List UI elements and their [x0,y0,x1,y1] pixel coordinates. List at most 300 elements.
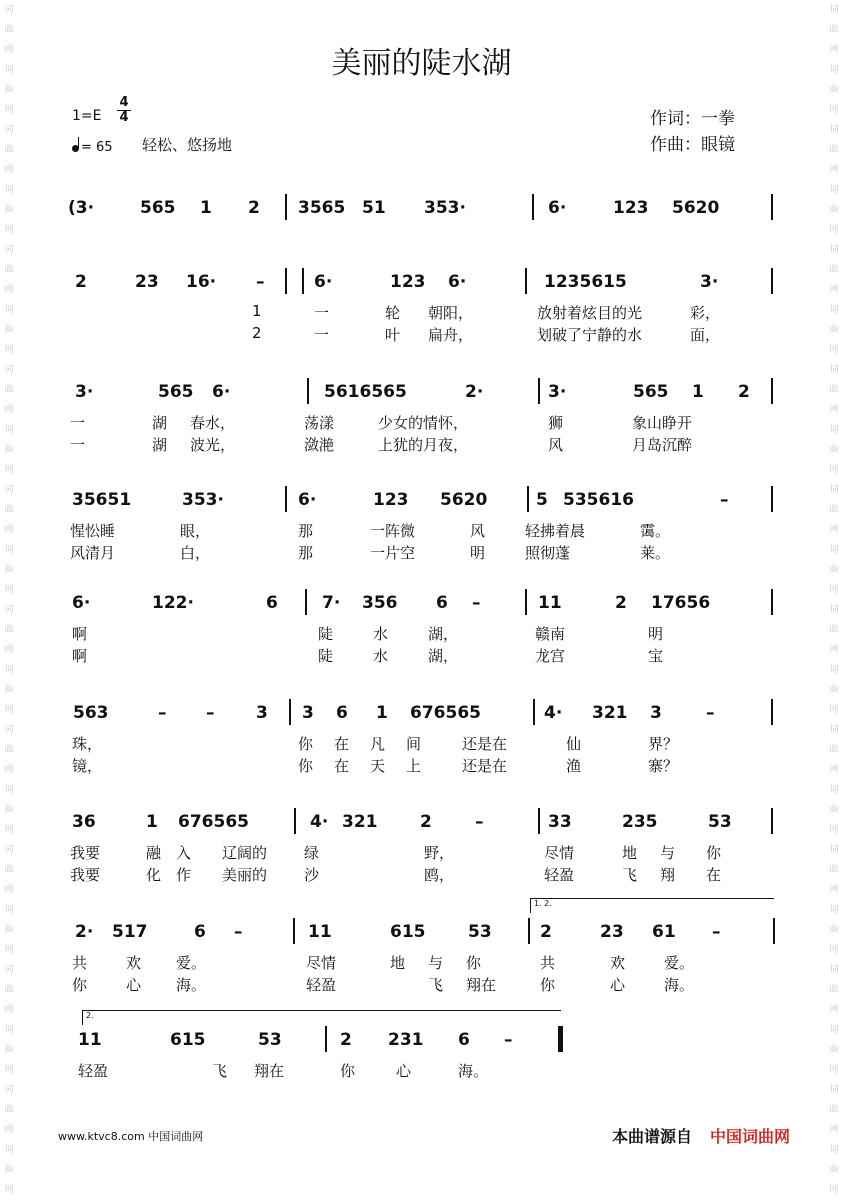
watermark-char: 网 [4,945,14,955]
lyric-verse-1: 欢 [610,954,626,972]
lyric-verse-2: 翔 [660,866,676,884]
lyric-verse-2: 在 [334,757,350,775]
bar-line [771,486,773,512]
watermark-char: 曲 [829,865,839,875]
watermark-char: 曲 [4,685,14,695]
lyric-verse-2: 水 [373,647,389,665]
watermark-char: 网 [4,1185,14,1195]
lyric-verse-2: 白， [180,544,211,562]
lyric-verse-2: 我要 [70,866,101,884]
lyric-verse-2: 潋滟 [304,436,335,454]
watermark-char: 词 [4,905,14,915]
note-group: 3· [548,382,567,402]
watermark-char: 词 [829,605,839,615]
lyric-verse-2: 沙 [304,866,320,884]
watermark-char: 词 [4,1025,14,1035]
lyric-verse-1: 湖， [428,625,459,643]
note-group: 6 [194,922,206,942]
lyric-verse-1: 你 [706,844,722,862]
lyric-verse-2: 上犹的月夜， [378,436,469,454]
note-group: 3 [256,703,268,723]
note-group: 1 [146,812,158,832]
note-group: 35651 [72,490,132,510]
watermark-char: 网 [829,645,839,655]
watermark-char: 网 [829,345,839,355]
note-group: – [158,703,167,723]
lyric-verse-2: 化 [146,866,162,884]
watermark-char: 词 [4,125,14,135]
watermark-char: 词 [4,425,14,435]
watermark-char: 词 [829,65,839,75]
note-group: 122· [152,593,194,613]
lyric-verse-1: 一 [314,304,330,322]
lyric-verse-1: 地 [622,844,638,862]
watermark-char: 网 [829,45,839,55]
watermark-char: 网 [829,825,839,835]
tempo-value: = 65 [81,140,113,155]
lyric-verse-1: 一阵微 [370,522,416,540]
note-group: 676565 [410,703,481,723]
watermark-char: 词 [829,665,839,675]
bar-line [325,1026,327,1052]
note-group: 53 [468,922,492,942]
watermark-char: 网 [4,405,14,415]
lyric-verse-1: 与 [660,844,676,862]
lyric-verse-2: 那 [298,544,314,562]
bar-line [528,918,530,944]
lyric-verse-2: 海。 [176,976,207,994]
lyric-verse-1: 惺忪睡 [70,522,116,540]
note-group: 563 [73,703,109,723]
note-group: 3565 [298,198,346,218]
watermark-char: 曲 [829,745,839,755]
note-group: 1 [200,198,212,218]
watermark-char: 曲 [829,145,839,155]
lyric-verse-1: 海。 [458,1062,489,1080]
composer: 作曲：眼镜 [650,135,735,155]
note-group: 615 [170,1030,206,1050]
note-group: 53 [258,1030,282,1050]
note-group: 3· [700,272,719,292]
note-group: 123 [613,198,649,218]
lyric-verse-1: 彩， [690,304,721,322]
note-group: 4· [310,812,329,832]
lyric-verse-2: 2 [252,324,262,342]
watermark-char: 曲 [829,265,839,275]
watermark-char: 词 [829,905,839,915]
watermark-char: 曲 [829,1105,839,1115]
watermark-char: 曲 [829,805,839,815]
watermark-char: 曲 [4,925,14,935]
lyric-verse-1: 野， [424,844,455,862]
watermark-char: 曲 [4,985,14,995]
note-group: 2 [738,382,750,402]
note-group: 4· [544,703,563,723]
bar-line [307,378,309,404]
bar-line [285,194,287,220]
note-group: 7· [322,593,341,613]
note-group: 2· [75,922,94,942]
note-group: 2 [615,593,627,613]
note-group: 3· [75,382,94,402]
lyric-verse-2: 一片空 [370,544,416,562]
watermark-char: 曲 [829,565,839,575]
lyric-verse-2: 风 [548,436,564,454]
watermark-char: 曲 [4,1165,14,1175]
note-group: (3· [68,198,95,218]
watermark-char: 网 [4,825,14,835]
note-group: 2 [248,198,260,218]
note-group: 2 [75,272,87,292]
watermark-char: 曲 [829,685,839,695]
lyric-verse-1: 凡 [370,735,386,753]
watermark-char: 网 [4,285,14,295]
watermark-char: 曲 [4,25,14,35]
lyric-verse-1: 狮 [548,414,564,432]
lyric-verse-1: 你 [340,1062,356,1080]
note-group: 1 [376,703,388,723]
lyric-verse-2: 划破了宁静的水 [537,326,643,344]
watermark-char: 网 [4,165,14,175]
expression-mark: 轻松、悠扬地 [142,136,233,154]
watermark-char: 网 [829,945,839,955]
lyric-verse-2: 翔在 [466,976,497,994]
bar-line [771,194,773,220]
note-group: 11 [308,922,332,942]
note-group: 2 [540,922,552,942]
footer-brand: 中国词曲网 [710,1127,791,1146]
bar-line [294,808,296,834]
lyric-verse-2: 寨？ [648,757,679,775]
watermark-char: 词 [4,485,14,495]
watermark-char: 词 [4,185,14,195]
watermark-char: 网 [4,225,14,235]
lyric-verse-2: 湖， [428,647,459,665]
watermark-char: 网 [829,285,839,295]
watermark-char: 词 [829,545,839,555]
note-group: 17656 [651,593,711,613]
note-group: 51 [362,198,386,218]
watermark-char: 网 [4,1005,14,1015]
note-group: 11 [78,1030,102,1050]
final-bar-line [560,1026,563,1052]
lyric-verse-1: 心 [396,1062,412,1080]
watermark-char: 词 [4,305,14,315]
lyric-verse-2: 镜， [72,757,103,775]
note-group: 321 [592,703,628,723]
note-group: 11 [538,593,562,613]
lyricist: 作词：一拳 [650,109,735,129]
watermark-char: 曲 [4,85,14,95]
watermark-char: 曲 [829,25,839,35]
lyric-verse-2: 飞 [622,866,638,884]
bar-line [773,918,775,944]
lyric-verse-1: 1 [252,302,262,320]
lyric-verse-2: 心 [610,976,626,994]
watermark-char: 网 [4,1125,14,1135]
bar-line [771,378,773,404]
lyric-verse-2: 飞 [428,976,444,994]
lyric-verse-1: 一 [70,414,86,432]
bar-line [538,378,540,404]
lyric-verse-1: 那 [298,522,314,540]
note-group: 353· [182,490,224,510]
note-group: 3 [302,703,314,723]
watermark-char: 词 [4,725,14,735]
note-group: 2 [420,812,432,832]
bar-line [538,808,540,834]
watermark-char: 词 [829,785,839,795]
lyric-verse-2: 你 [540,976,556,994]
bar-line [532,194,534,220]
note-group: 2 [340,1030,352,1050]
lyric-verse-2: 渔 [566,757,582,775]
lyric-verse-1: 湖 [152,414,168,432]
watermark-char: 网 [4,105,14,115]
watermark-char: 网 [4,645,14,655]
note-group: 5616565 [324,382,407,402]
note-group: 565 [140,198,176,218]
watermark-char: 词 [4,545,14,555]
note-group: 16· [186,272,217,292]
note-group: 6 [458,1030,470,1050]
volta-bracket-second: 2. [82,1010,561,1025]
watermark-char: 曲 [829,625,839,635]
note-group: 36 [72,812,96,832]
lyric-verse-1: 绿 [304,844,320,862]
note-group: 1235615 [544,272,627,292]
watermark-char: 曲 [4,805,14,815]
watermark-char: 词 [4,965,14,975]
watermark-char: 词 [4,605,14,615]
watermark-char: 网 [4,705,14,715]
lyric-verse-2: 海。 [664,976,695,994]
bar-line [533,699,535,725]
watermark-char: 曲 [4,265,14,275]
lyric-verse-2: 轻盈 [306,976,337,994]
lyric-verse-1: 赣南 [535,625,566,643]
lyric-verse-1: 界？ [648,735,679,753]
watermark-char: 曲 [4,385,14,395]
lyric-verse-1: 地 [390,954,406,972]
note-group: 535616 [563,490,634,510]
bar-line [771,268,773,294]
lyric-verse-1: 霭。 [640,522,671,540]
watermark-char: 网 [829,105,839,115]
watermark-char: 网 [829,585,839,595]
bar-line [289,699,291,725]
watermark-char: 网 [829,1125,839,1135]
note-group: 6 [266,593,278,613]
lyric-verse-1: 爱。 [664,954,695,972]
lyric-verse-1: 融 [146,844,162,862]
watermark-char: 曲 [829,1165,839,1175]
watermark-char: 曲 [4,865,14,875]
watermark-char: 词 [829,1085,839,1095]
lyric-verse-2: 你 [298,757,314,775]
watermark-char: 曲 [829,325,839,335]
note-group: – [472,593,481,613]
note-group: 615 [390,922,426,942]
watermark-char: 词 [4,785,14,795]
lyric-verse-1: 轮 [385,304,401,322]
note-group: 53 [708,812,732,832]
note-group: 235 [622,812,658,832]
lyric-verse-1: 眼， [180,522,211,540]
note-group: 1 [692,382,704,402]
note-group: 5620 [440,490,488,510]
note-group: – [504,1030,513,1050]
lyric-verse-2: 月岛沉醉 [632,436,693,454]
bar-line [771,589,773,615]
watermark-char: 网 [829,225,839,235]
note-group: 356 [362,593,398,613]
lyric-verse-2: 莱。 [640,544,671,562]
lyric-verse-2: 龙宫 [535,647,566,665]
lyric-verse-1: 放射着炫目的光 [537,304,643,322]
lyric-verse-2: 叶 [385,326,401,344]
note-group: 517 [112,922,148,942]
note-group: 6· [448,272,467,292]
lyric-verse-1: 共 [540,954,556,972]
lyric-verse-2: 宝 [648,647,664,665]
lyric-verse-1: 尽情 [544,844,575,862]
watermark-char: 词 [4,1145,14,1155]
watermark-char: 网 [829,765,839,775]
watermark-char: 曲 [829,85,839,95]
note-group: – [706,703,715,723]
watermark-char: 词 [4,1085,14,1095]
watermark-char: 词 [829,185,839,195]
watermark-char: 词 [4,65,14,75]
watermark-char: 曲 [829,985,839,995]
watermark-char: 网 [4,465,14,475]
time-signature-top: 4 [119,95,129,110]
watermark-char: 曲 [4,205,14,215]
watermark-char: 网 [829,1065,839,1075]
watermark-char: 网 [829,165,839,175]
lyric-verse-1: 欢 [126,954,142,972]
lyric-verse-1: 轻拂着晨 [525,522,586,540]
lyric-verse-1: 你 [466,954,482,972]
watermark-char: 曲 [4,325,14,335]
watermark-char: 词 [829,305,839,315]
lyric-verse-1: 在 [334,735,350,753]
lyric-verse-2: 鸥， [424,866,455,884]
right-watermark-strip [825,0,843,1195]
watermark-char: 词 [829,1025,839,1035]
watermark-char: 网 [4,45,14,55]
lyric-verse-1: 翔在 [254,1062,285,1080]
lyric-verse-2: 你 [72,976,88,994]
note-group: 3 [650,703,662,723]
lyric-verse-1: 象山睁开 [632,414,693,432]
watermark-char: 词 [829,725,839,735]
note-group: – [720,490,729,510]
note-group: 61 [652,922,676,942]
lyric-verse-1: 水 [373,625,389,643]
time-signature-bottom: 4 [117,110,131,125]
lyric-verse-1: 仙 [566,735,582,753]
lyric-verse-2: 作 [176,866,192,884]
note-group: – [712,922,721,942]
watermark-char: 词 [829,845,839,855]
watermark-char: 曲 [4,505,14,515]
watermark-char: 曲 [4,145,14,155]
watermark-char: 网 [829,705,839,715]
watermark-char: 网 [829,1185,839,1195]
note-group: 565 [158,382,194,402]
lyric-verse-2: 湖 [152,436,168,454]
note-group: 5 [536,490,548,510]
note-group: 565 [633,382,669,402]
lyric-verse-1: 春水， [190,414,236,432]
watermark-char: 曲 [829,1045,839,1055]
lyric-verse-1: 轻盈 [78,1062,109,1080]
note-group: 6· [298,490,317,510]
note-group: 353· [424,198,466,218]
lyric-verse-1: 入 [176,844,192,862]
watermark-char: 网 [829,465,839,475]
watermark-char: 词 [829,1145,839,1155]
left-watermark-strip [0,0,18,1195]
bar-line [285,268,287,294]
lyric-verse-2: 还是在 [462,757,508,775]
quarter-note-icon [72,145,79,152]
lyric-verse-2: 一 [314,326,330,344]
lyric-verse-2: 在 [706,866,722,884]
lyric-verse-1: 我要 [70,844,101,862]
lyric-verse-2: 美丽的 [222,866,268,884]
song-title: 美丽的陡水湖 [331,46,512,81]
watermark-char: 网 [829,1005,839,1015]
watermark-char: 曲 [4,745,14,755]
watermark-char: 网 [4,885,14,895]
lyric-verse-2: 风清月 [70,544,116,562]
footer-source-label: 本曲谱源自 [612,1127,693,1146]
watermark-char: 词 [4,365,14,375]
lyric-verse-1: 少女的情怀， [378,414,469,432]
watermark-char: 网 [829,405,839,415]
note-group: 676565 [178,812,249,832]
watermark-char: 词 [4,5,14,15]
watermark-char: 词 [829,5,839,15]
watermark-char: 网 [4,765,14,775]
lyric-verse-1: 风 [470,522,486,540]
lyric-verse-1: 还是在 [462,735,508,753]
watermark-char: 词 [829,125,839,135]
watermark-char: 曲 [829,205,839,215]
watermark-char: 词 [829,485,839,495]
note-group: – [256,272,265,292]
bar-line [285,486,287,512]
note-group: 231 [388,1030,424,1050]
lyric-verse-2: 扁舟， [428,326,474,344]
lyric-verse-2: 明 [470,544,486,562]
watermark-char: 曲 [829,385,839,395]
lyric-verse-2: 陡 [318,647,334,665]
bar-line [527,486,529,512]
bar-line [293,918,295,944]
note-group: 6 [336,703,348,723]
lyric-verse-1: 荡漾 [304,414,335,432]
watermark-char: 网 [829,885,839,895]
note-group: 33 [548,812,572,832]
lyric-verse-1: 朝阳， [428,304,474,322]
lyric-verse-1: 与 [428,954,444,972]
footer-site: www.ktvc8.com 中国词曲网 [58,1130,204,1143]
watermark-char: 词 [829,245,839,255]
